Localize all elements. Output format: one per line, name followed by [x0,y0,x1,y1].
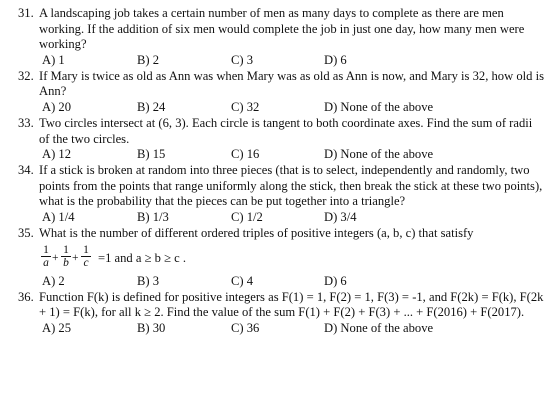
question-number: 34. [18,163,34,178]
fraction-numerator: 1 [41,244,51,257]
answer-options [42,210,544,226]
option-b: B) 3 [137,273,160,288]
question-text: Function F(k) is defined for positive integers as F(1) = 1, F(2) = 1, F(3) = -1, and F(2k) = F(k), F(2k + 1) = F(k), for all k ≥ 2. Find the value of the sum F(1) + F(2) + F(3) + ... + F(2016) + F(2017). [39,289,544,320]
option-c: C) 36 [231,320,260,335]
fraction-denominator: c [83,256,89,269]
fraction-one-over-a [41,244,51,269]
question-31 [18,6,544,69]
answer-options [42,100,544,116]
option-d: D) None of the above [324,147,434,162]
question-number: 36. [18,289,34,304]
option-a: A) 12 [42,147,72,162]
question-32 [18,69,544,116]
question-35 [18,226,544,290]
option-b: B) 1/3 [137,209,169,224]
option-d: D) None of the above [324,320,434,335]
option-b: B) 30 [137,320,166,335]
question-number: 32. [18,68,34,83]
question-text: If a stick is broken at random into three pieces (that is to select, independently and randomly, two points from the points that range uniformly along the stick, then break the stick at these two points), what is the probability that the pieces can be put together into a triangle? [39,163,543,209]
fraction-numerator: 1 [61,244,71,257]
fraction-one-over-c [81,244,91,269]
question-text: A landscaping job takes a certain number of men as many days to complete as there are men working. If the addition of six men would complete the job in just one day, how many men were working? [39,6,525,52]
question-text: If Mary is twice as old as Ann was when Mary was as old as Ann is now, and Mary is 32, how old is Ann? [39,68,544,99]
option-c: C) 16 [231,147,260,162]
option-b: B) 24 [137,99,166,114]
question-number: 35. [18,225,34,240]
fraction-denominator: a [43,256,49,269]
fraction-numerator: 1 [81,244,91,257]
option-a: A) 1 [42,52,65,67]
option-a: A) 2 [42,273,65,288]
question-text: Two circles intersect at (6, 3). Each circle is tangent to both coordinate axes. Find the sum of radii of the two circles. [39,115,533,146]
option-a: A) 25 [42,320,72,335]
answer-options [42,147,544,163]
equation-condition: =1 and a ≥ b ≥ c . [98,250,187,265]
option-c: C) 4 [231,273,254,288]
option-d: D) 3/4 [324,209,357,224]
option-d: D) None of the above [324,99,434,114]
option-a: A) 20 [42,99,72,114]
option-b: B) 2 [137,52,160,67]
question-number: 31. [18,6,34,20]
option-d: D) 6 [324,273,347,288]
plus-sign: + [72,251,79,264]
option-c: C) 3 [231,52,254,67]
answer-options [42,321,544,337]
option-c: C) 32 [231,99,260,114]
plus-sign: + [52,251,59,264]
option-a: A) 1/4 [42,209,75,224]
condition-equation [41,242,544,274]
option-b: B) 15 [137,147,166,162]
fraction-denominator: b [63,256,69,269]
fraction-one-over-b [61,244,71,269]
question-number: 33. [18,115,34,130]
question-text: What is the number of different ordered triples of positive integers (a, b, c) that satisfy [39,225,474,240]
question-34 [18,163,544,226]
question-36 [18,290,544,337]
answer-options [42,53,544,69]
answer-options [42,274,544,290]
question-33 [18,116,544,163]
option-c: C) 1/2 [231,209,263,224]
option-d: D) 6 [324,52,347,67]
